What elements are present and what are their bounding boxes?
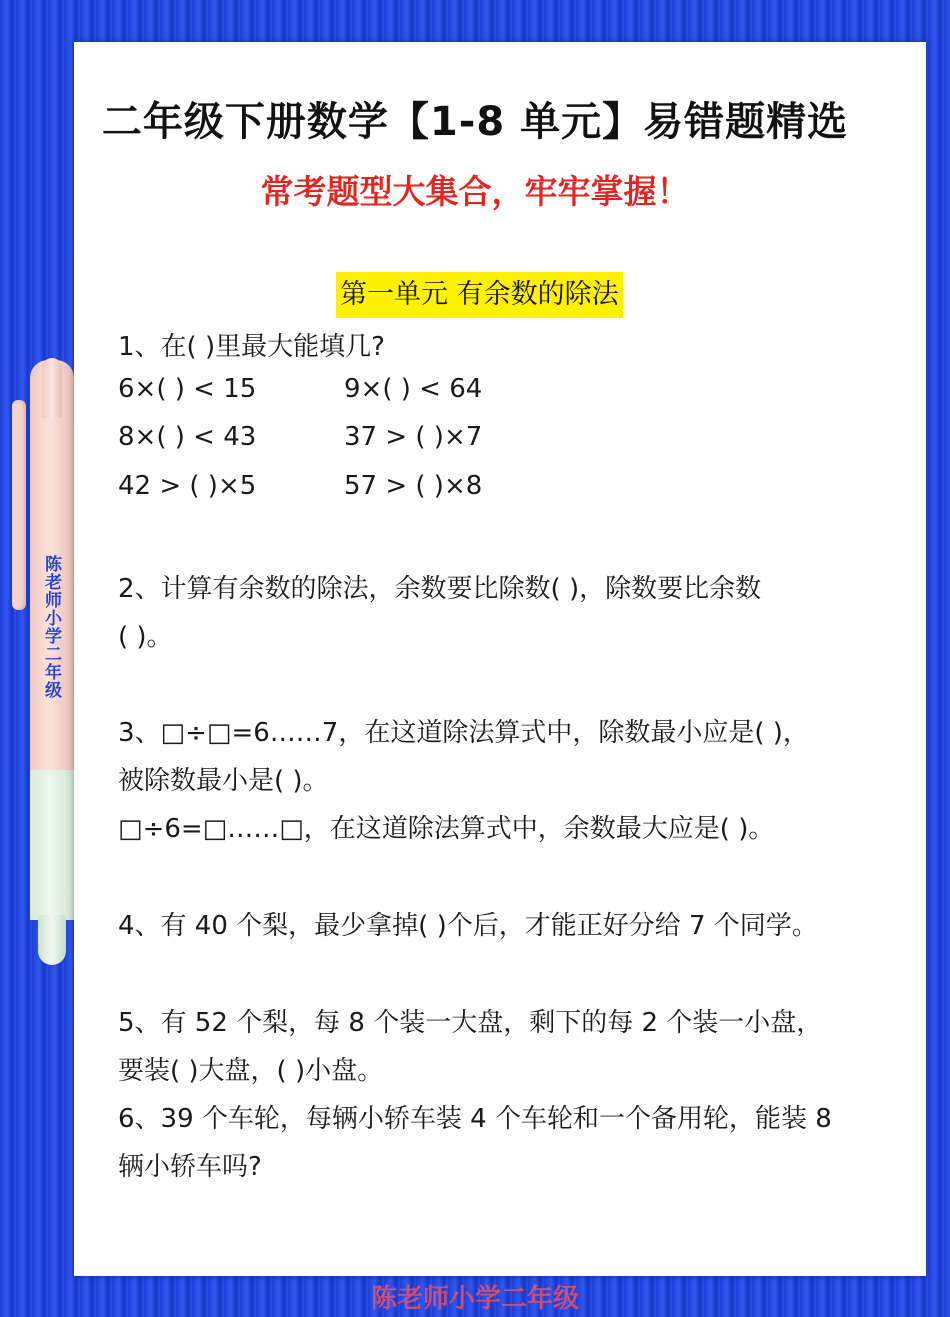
q4-line: 4、有 40 个梨，最少拿掉( )个后，才能正好分给 7 个同学。 xyxy=(118,911,818,941)
q3-line: □÷6=□……□，在这道除法算式中，余数最大应是( )。 xyxy=(118,814,775,844)
q1-item: 37 > ( )×7 xyxy=(344,422,483,452)
pen-brand-text: 陈老师小学二年级 xyxy=(41,555,61,699)
worksheet-paper xyxy=(74,42,926,1276)
pen-clip xyxy=(12,400,26,610)
q6-line: 6、39 个车轮，每辆小轿车装 4 个车轮和一个备用轮，能装 8 xyxy=(118,1104,832,1134)
pen-cap-top xyxy=(42,358,62,418)
q2-line: 2、计算有余数的除法，余数要比除数( )，除数要比余数 xyxy=(118,574,762,604)
pen-photo xyxy=(8,360,78,970)
unit-heading: 第一单元 有余数的除法 xyxy=(336,272,623,318)
q5-line: 5、有 52 个梨，每 8 个装一大盘，剩下的每 2 个装一小盘， xyxy=(118,1008,823,1038)
page-title: 二年级下册数学【1-8 单元】易错题精选 xyxy=(101,99,849,145)
q5-line: 要装( )大盘，( )小盘。 xyxy=(118,1056,384,1086)
pen-tip xyxy=(38,915,66,965)
q1-item: 6×( ) < 15 xyxy=(118,374,257,404)
q2-line: ( )。 xyxy=(118,622,173,652)
q1-item: 57 > ( )×8 xyxy=(344,471,483,501)
page-subtitle: 常考题型大集合，牢牢掌握！ xyxy=(260,172,690,211)
watermark: 陈老师小学二年级 xyxy=(370,1284,579,1314)
q3-line: 被除数最小是( )。 xyxy=(118,766,329,796)
pen-body xyxy=(30,770,74,920)
q1-item: 8×( ) < 43 xyxy=(118,422,257,452)
q6-line: 辆小轿车吗? xyxy=(118,1152,262,1182)
q1-prompt: 1、在( )里最大能填几? xyxy=(118,332,385,362)
q1-item: 9×( ) < 64 xyxy=(344,374,483,404)
q1-item: 42 > ( )×5 xyxy=(118,471,257,501)
q3-line: 3、□÷□=6……7，在这道除法算式中，除数最小应是( )， xyxy=(118,718,809,748)
